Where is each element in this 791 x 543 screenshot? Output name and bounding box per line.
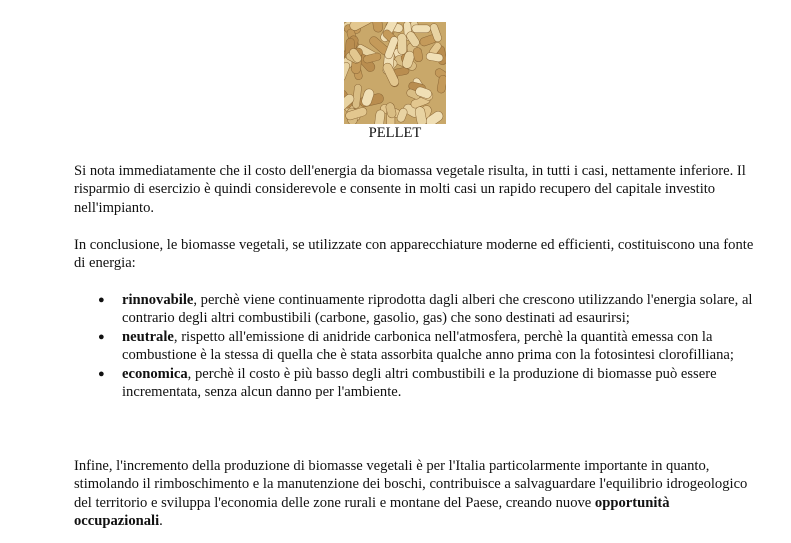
figure-caption: PELLET — [368, 125, 422, 141]
paragraph-conclusion: In conclusione, le biomasse vegetali, se utilizzate con apparecchiature moderne ed efficienti, costituiscono una fonte di energia: — [74, 237, 754, 272]
list-item — [74, 291, 754, 328]
bullet-icon: ● — [98, 367, 105, 380]
list-item — [74, 365, 754, 402]
pellet-figure — [344, 22, 446, 142]
benefits-list — [74, 291, 754, 401]
bullet-icon: ● — [98, 294, 105, 306]
list-item — [74, 328, 754, 365]
bullet-text: , perchè viene continuamente riprodotta dagli alberi che crescono utilizzando l'energia solare, al contrario degli altri combustibili (carbone, gasolio, gas) che sono destinati ad esaurirsi; — [122, 292, 753, 327]
final-text: Infine, l'incremento della produzione di biomasse vegetali è per l'Italia particolarmente importante in quanto, stimolando il rimboschimento e la manutenzione dei boschi, contribuisce a salvaguardare l'equilibrio idrogeologico del territorio e sviluppa l'economia delle zone rurali e montane del Paese, creando nuove — [74, 458, 748, 511]
pellet-grain — [412, 25, 431, 33]
bullet-text: , perchè il costo è più basso degli altri combustibili e la produzione di biomasse può essere incrementata, senza alcun danno per l'ambiente. — [122, 365, 717, 401]
final-emphasis: opportunità occupazionali — [74, 494, 670, 530]
final-period: . — [159, 513, 163, 530]
bullet-term: neutrale — [122, 328, 174, 345]
bullet-term: economica — [122, 365, 188, 382]
bullet-term: rinnovabile — [122, 292, 194, 308]
pellet-photo — [344, 22, 446, 124]
paragraph-final — [74, 457, 754, 531]
pellet-grain — [397, 33, 407, 54]
paragraph-cost: Si nota immediatamente che il costo dell'energia da biomassa vegetale risulta, in tutti i casi, nettamente inferiore. Il risparmio di esercizio è quindi considerevole e consente in molti casi un rapido recupero del capitale investito nell'impianto. — [74, 163, 746, 216]
bullet-text: , rispetto all'emissione di anidride carbonica nell'atmosfera, perchè la quantità emessa con la combustione è la stessa di quella che è stata assorbita qualche anno prima con la fotosintesi clorofilliana; — [122, 328, 734, 364]
bullet-icon: ● — [98, 330, 105, 343]
